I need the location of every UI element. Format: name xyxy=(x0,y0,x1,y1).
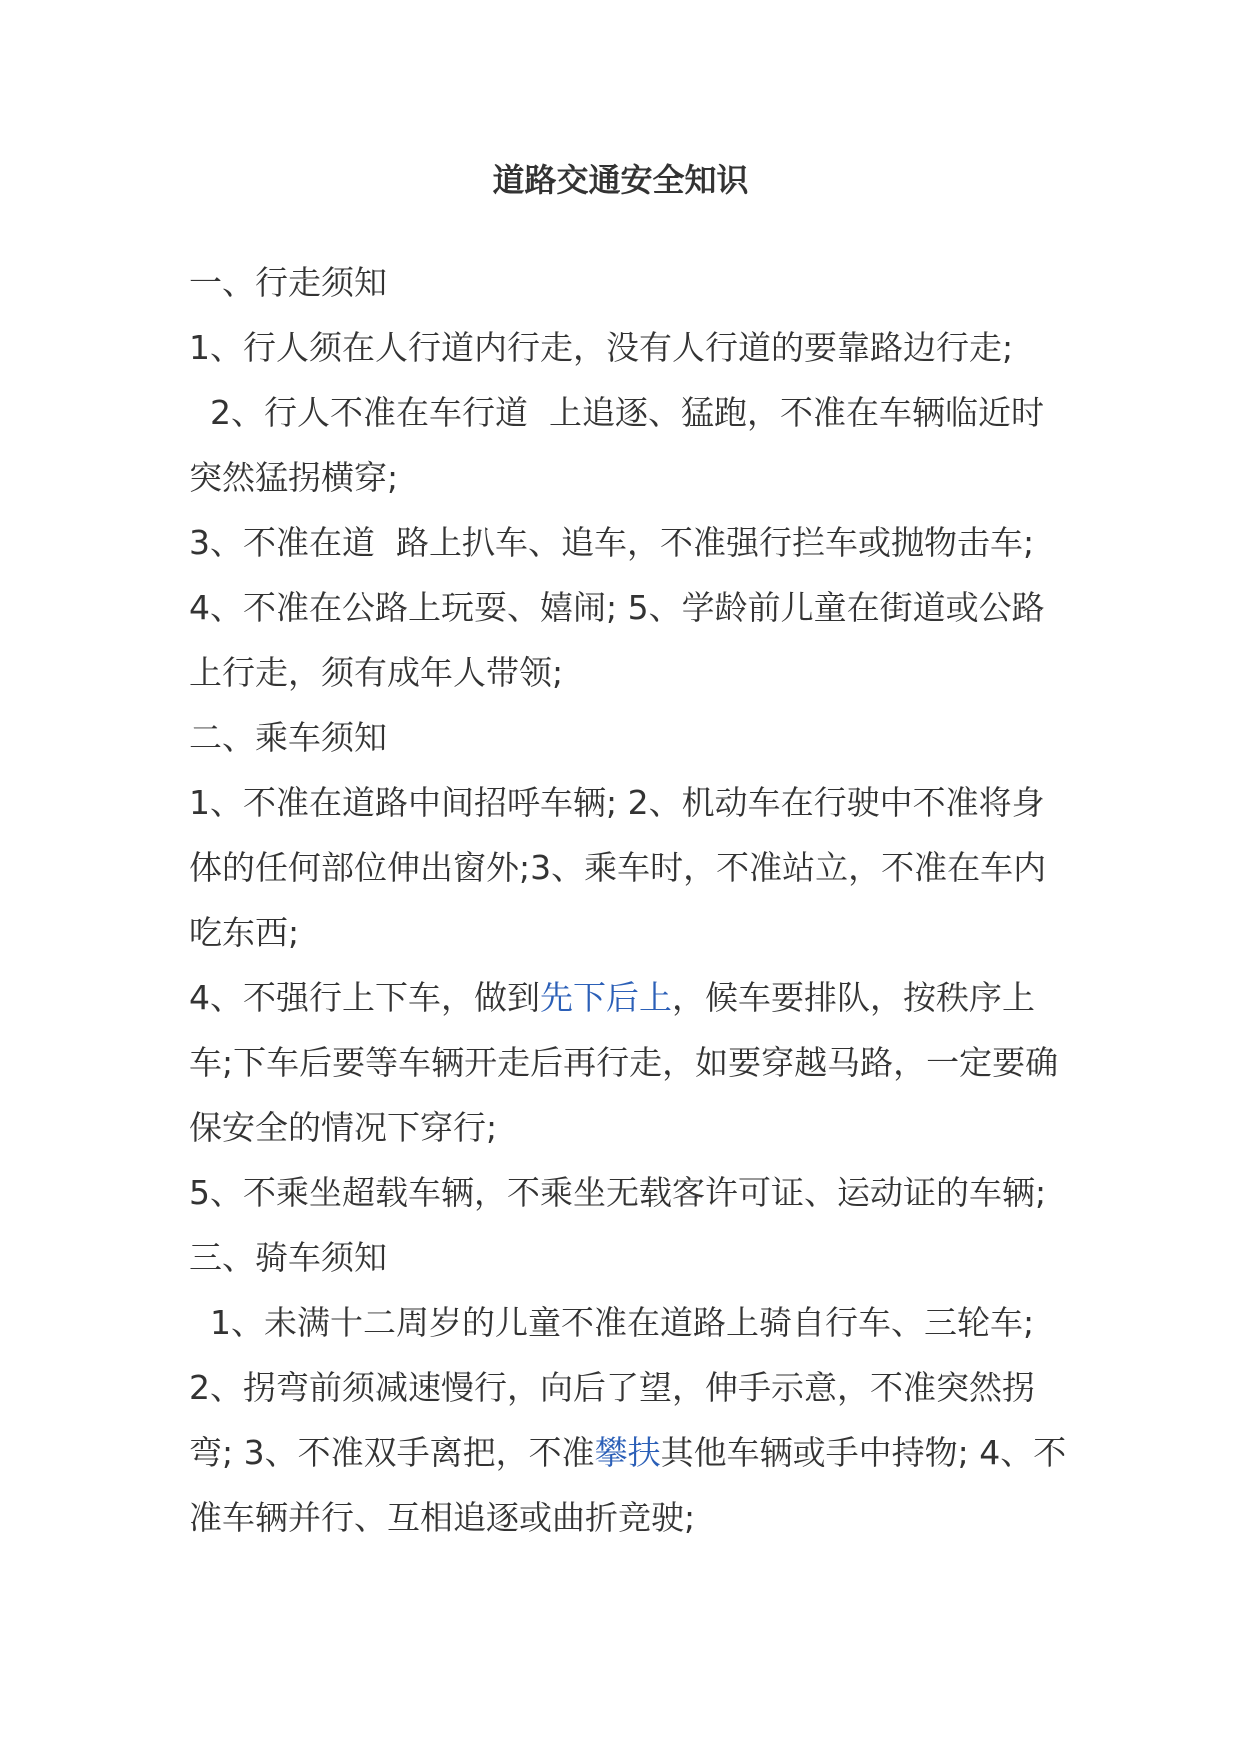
body-line: 准车辆并行、互相追逐或曲折竞驶; xyxy=(189,1498,696,1537)
body-line-with-link xyxy=(189,965,1069,1030)
keyword-link-xianxiahoushang[interactable]: 先下后上 xyxy=(540,978,672,1017)
body-line: 吃东西; xyxy=(189,913,300,952)
body-line: 上行走，须有成年人带领; xyxy=(189,653,564,692)
document-body xyxy=(189,250,1069,1550)
body-line: 车;下车后要等车辆开走后再行走，如要穿越马路，一定要确 xyxy=(189,1043,1059,1082)
body-line: 2、行人不准在车行道 上追逐、猛跑，不准在车辆临近时 xyxy=(189,393,1044,432)
body-line: 1、不准在道路中间招呼车辆; 2、机动车在行驶中不准将身 xyxy=(189,783,1045,822)
body-line: 4、不准在公路上玩耍、嬉闹; 5、学龄前儿童在街道或公路 xyxy=(189,588,1045,627)
body-line: 2、拐弯前须减速慢行，向后了望，伸手示意，不准突然拐 xyxy=(189,1368,1035,1407)
section-heading-riding: 二、乘车须知 xyxy=(189,718,387,757)
section-heading-walking: 一、行走须知 xyxy=(189,263,387,302)
body-line: 突然猛拐横穿; xyxy=(189,458,399,497)
document-title: 道路交通安全知识 xyxy=(492,161,749,199)
line-text-before-link: 弯; 3、不准双手离把，不准 xyxy=(189,1433,595,1472)
line-text-after-link: ，候车要排队，按秩序上 xyxy=(672,978,1035,1017)
line-text-before-link: 4、不强行上下车，做到 xyxy=(189,978,540,1017)
body-line: 5、不乘坐超载车辆，不乘坐无载客许可证、运动证的车辆; xyxy=(189,1173,1047,1212)
line-text-after-link: 其他车辆或手中持物; 4、不 xyxy=(660,1433,1067,1472)
body-line: 体的任何部位伸出窗外;3、乘车时，不准站立，不准在车内 xyxy=(189,848,1047,887)
body-line: 保安全的情况下穿行; xyxy=(189,1108,498,1147)
keyword-link-panfu[interactable]: 攀扶 xyxy=(594,1433,661,1472)
section-heading-cycling: 三、骑车须知 xyxy=(189,1238,387,1277)
body-line: 1、未满十二周岁的儿童不准在道路上骑自行车、三轮车; xyxy=(189,1303,1035,1342)
body-line-with-link xyxy=(189,1420,1069,1485)
body-line: 3、不准在道 路上扒车、追车，不准强行拦车或抛物击车; xyxy=(189,523,1035,562)
body-line: 1、行人须在人行道内行走，没有人行道的要靠路边行走; xyxy=(189,328,1014,367)
